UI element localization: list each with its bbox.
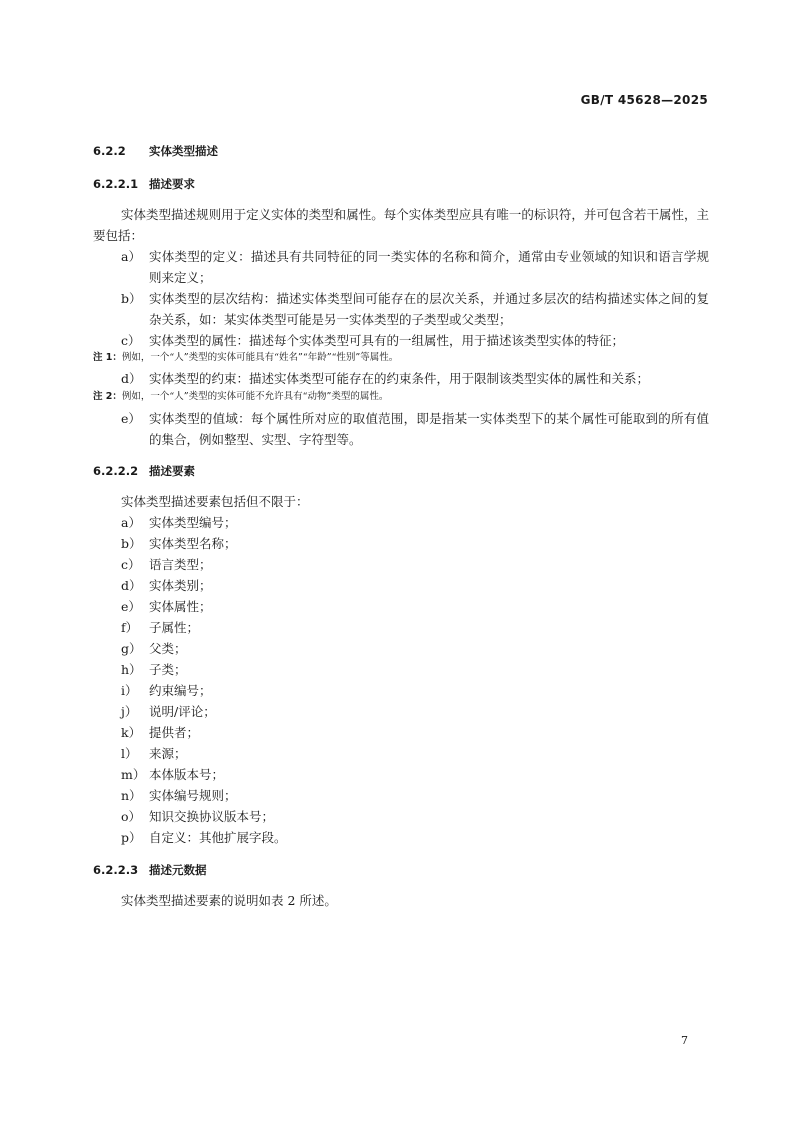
- note-label: 注 2：: [93, 391, 122, 402]
- list-marker: b）: [121, 291, 142, 306]
- note-text: 例如，一个“人”类型的实体可能具有“姓名”“年龄”“性别”等属性。: [121, 352, 399, 363]
- list-text: 子属性；: [149, 620, 200, 635]
- list-text: 实体类型的值域：每个属性所对应的取值范围，即是指某一实体类型下的某个属性可能取到的所有值的集合，例如整型、实型、字符型等。: [149, 411, 709, 447]
- section-number: 6.2.2: [93, 144, 126, 158]
- note-label: 注 1：: [93, 352, 122, 363]
- note-text: 例如，一个“人”类型的实体可能不允许具有“动物”类型的属性。: [121, 391, 389, 402]
- list-text: 本体版本号；: [149, 767, 225, 782]
- list-marker: h）: [121, 662, 142, 677]
- list-item: [121, 743, 709, 764]
- list-marker: k）: [121, 725, 142, 740]
- list-marker: e）: [121, 411, 141, 426]
- list-text: 实体类型编号；: [149, 515, 237, 530]
- list-item: [121, 617, 709, 638]
- list-marker: o）: [121, 809, 142, 824]
- list-item: [121, 533, 709, 554]
- list-marker: j）: [121, 704, 138, 719]
- list-item: [121, 554, 709, 575]
- list-marker: d）: [121, 578, 142, 593]
- section-title: 描述要素: [149, 464, 195, 478]
- list-text: 来源；: [149, 746, 187, 761]
- section-heading-6-2-2-2: [93, 463, 195, 479]
- section-number: 6.2.2.1: [93, 177, 139, 191]
- list-text: 实体编号规则；: [149, 788, 237, 803]
- section-heading-6-2-2: [93, 143, 218, 159]
- list-marker: d）: [121, 371, 142, 386]
- list-text: 说明/评论；: [149, 704, 216, 719]
- note-1: [93, 350, 709, 366]
- list-item: [121, 575, 709, 596]
- list-item: [121, 764, 709, 785]
- list-item: [121, 701, 709, 722]
- list-text: 约束编号；: [149, 683, 212, 698]
- list-item: [121, 288, 709, 330]
- list-text: 提供者；: [149, 725, 200, 740]
- list-item: [121, 368, 709, 389]
- list-text: 实体类别；: [149, 578, 212, 593]
- list-item: [121, 596, 709, 617]
- list-marker: e）: [121, 599, 141, 614]
- list-item: [121, 638, 709, 659]
- list-marker: a）: [121, 249, 141, 264]
- list-item: [121, 512, 709, 533]
- list-text: 实体类型名称；: [149, 536, 237, 551]
- list-marker: g）: [121, 641, 142, 656]
- list-marker: b）: [121, 536, 142, 551]
- list-item: [121, 659, 709, 680]
- list-text: 父类；: [149, 641, 187, 656]
- list-marker: l）: [121, 746, 138, 761]
- list-text: 实体类型的层次结构：描述实体类型间可能存在的层次关系，并通过多层次的结构描述实体之间的复杂关系，如：某实体类型可能是另一实体类型的子类型或父类型；: [149, 291, 709, 327]
- metadata-paragraph: 实体类型描述要素的说明如表 2 所述。: [121, 893, 337, 908]
- list-item: [121, 330, 709, 351]
- list-text: 实体类型的定义：描述具有共同特征的同一类实体的名称和简介，通常由专业领域的知识和语言学规则来定义；: [149, 249, 709, 285]
- list-marker: i）: [121, 683, 138, 698]
- section-title: 描述要求: [149, 177, 195, 191]
- section-title: 实体类型描述: [149, 144, 218, 158]
- list-item: [121, 785, 709, 806]
- note-2: [93, 389, 709, 405]
- standard-number: GB/T 45628—2025: [580, 93, 708, 107]
- list-marker: p）: [121, 830, 142, 845]
- list-text: 实体类型的属性：描述每个实体类型可具有的一组属性，用于描述该类型实体的特征；: [149, 333, 625, 348]
- list-text: 子类；: [149, 662, 187, 677]
- list-text: 知识交换协议版本号；: [149, 809, 275, 824]
- list-marker: c）: [121, 557, 141, 572]
- list-marker: m）: [121, 767, 146, 782]
- section-heading-6-2-2-3: [93, 862, 207, 878]
- list-marker: f）: [121, 620, 139, 635]
- section-heading-6-2-2-1: [93, 176, 195, 192]
- section-title: 描述元数据: [149, 863, 207, 877]
- page-number: 7: [681, 1034, 688, 1047]
- list-item: [121, 806, 709, 827]
- elements-intro: 实体类型描述要素包括但不限于：: [121, 494, 309, 509]
- section-number: 6.2.2.3: [93, 863, 139, 877]
- list-item: [121, 827, 709, 848]
- list-text: 实体类型的约束：描述实体类型可能存在的约束条件，用于限制该类型实体的属性和关系；: [149, 371, 650, 386]
- list-item: [121, 408, 709, 450]
- list-marker: a）: [121, 515, 141, 530]
- requirements-intro: 实体类型描述规则用于定义实体的类型和属性。每个实体类型应具有唯一的标识符，并可包含若干属性，主要包括：: [93, 207, 709, 243]
- list-marker: c）: [121, 333, 141, 348]
- list-item: [121, 680, 709, 701]
- list-marker: n）: [121, 788, 142, 803]
- section-number: 6.2.2.2: [93, 464, 139, 478]
- list-text: 语言类型；: [149, 557, 212, 572]
- list-text: 自定义：其他扩展字段。: [149, 830, 287, 845]
- list-item: [121, 246, 709, 288]
- list-text: 实体属性；: [149, 599, 212, 614]
- list-item: [121, 722, 709, 743]
